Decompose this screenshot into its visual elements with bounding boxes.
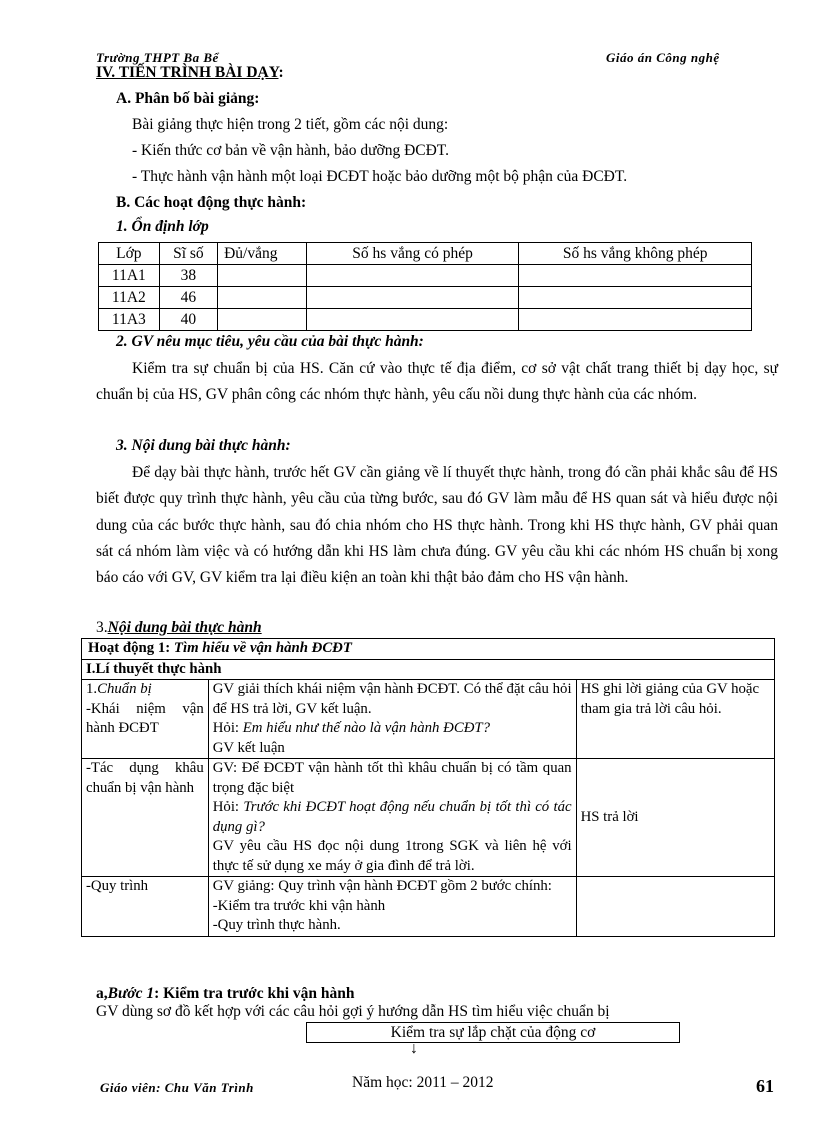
class-name: 11A1: [99, 265, 160, 287]
cell: [519, 287, 752, 309]
header-cell: Số hs vắng không phép: [519, 243, 752, 265]
table-row: [99, 287, 752, 309]
cell: [519, 309, 752, 331]
flow-box: Kiểm tra sự lắp chặt của động cơ: [306, 1022, 680, 1043]
part-a-line-2: - Kiến thức cơ bản về vận hành, bảo dưỡng ĐCĐT.: [132, 142, 449, 159]
down-arrow-icon: ↓: [410, 1040, 418, 1057]
class-table-header: [99, 243, 752, 265]
class-table: [98, 242, 752, 331]
cell: [218, 287, 307, 309]
section-iv-title: IV. TIẾN TRÌNH BÀI DẠY:: [96, 64, 284, 81]
row1-concept-cell: 1.Chuẩn bị -Khái niệm vận hành ĐCĐT: [82, 680, 209, 759]
table-row: [99, 265, 752, 287]
footer-year: Năm học: 2011 – 2012: [352, 1074, 494, 1091]
step2-title: 2. GV nêu mục tiêu, yêu cầu của bài thực hành:: [116, 333, 424, 350]
cell: [306, 287, 519, 309]
row1-student-cell: HS ghi lời giảng của GV hoặc tham gia trả lời câu hỏi.: [576, 680, 774, 759]
class-size: 46: [159, 287, 217, 309]
step3b-title: 3.Nội dung bài thực hành: [96, 619, 262, 636]
row3-teacher-cell: GV giảng: Quy trình vận hành ĐCĐT gồm 2 bước chính: -Kiểm tra trước khi vận hành -Quy trình thực hành.: [208, 877, 576, 937]
part-b-title: B. Các hoạt động thực hành:: [116, 194, 307, 211]
row3-student-cell: [576, 877, 774, 937]
activity-title-cell: Hoạt động 1: Tìm hiểu về vận hành ĐCĐT: [82, 639, 775, 660]
header-cell: Lớp: [99, 243, 160, 265]
part-a-line-1: Bài giảng thực hiện trong 2 tiết, gồm các nội dung:: [132, 116, 449, 133]
part-a-title: A. Phân bố bài giảng:: [116, 90, 260, 107]
header-cell: Sĩ số: [159, 243, 217, 265]
footer-teacher: Giáo viên: Chu Văn Trình: [100, 1080, 254, 1095]
row1-teacher-cell: GV giải thích khái niệm vận hành ĐCĐT. Có thể đặt câu hỏi để HS trả lời, GV kết luận. Hỏi: Em hiểu như thế nào là vận hành ĐCĐT? GV kết luận: [208, 680, 576, 759]
cell: [218, 265, 307, 287]
cell: [218, 309, 307, 331]
table-row: [82, 877, 775, 937]
table-row: [82, 759, 775, 877]
row3-concept-cell: -Quy trình: [82, 877, 209, 937]
activity-table: [81, 638, 775, 937]
step-a-title: a,Bước 1: Kiểm tra trước khi vận hành: [96, 985, 355, 1002]
part-a-line-3: - Thực hành vận hành một loại ĐCĐT hoặc bảo dưỡng một bộ phận của ĐCĐT.: [132, 168, 628, 185]
row2-student-cell: HS trả lời: [576, 759, 774, 877]
header-subject: Giáo án Công nghệ: [606, 50, 720, 65]
step3-title: 3. Nội dung bài thực hành:: [116, 437, 291, 454]
class-size: 38: [159, 265, 217, 287]
cell: [306, 309, 519, 331]
class-name: 11A3: [99, 309, 160, 331]
header-school: Trường THPT Ba Bể: [96, 50, 219, 65]
section-row: [82, 659, 775, 680]
activity-title-row: [82, 639, 775, 660]
section-cell: I.Lí thuyết thực hành: [82, 659, 775, 680]
step3-paragraph: Để dạy bài thực hành, trước hết GV cần giảng về lí thuyết thực hành, trong đó cần phải khắc sâu để HS biết được quy trình thực hành, yêu cầu của từng bước, sau đó GV làm mẫu để HS quan sát và hiểu được nội dung của các bước thực hành, sau đó chia nhóm cho HS thực hành. Trong khi HS thực hành, GV phải quan sát cá nhóm làm việc và có hướng dẫn khi HS làm chưa đúng. GV yêu cầu khi các nhóm HS chuẩn bị xong báo cáo với GV, GV kiểm tra lại điều kiện an toàn khi thật bảo đảm cho HS vận hành.: [96, 464, 778, 587]
table-row: [82, 680, 775, 759]
header-cell: Đủ/vắng: [218, 243, 307, 265]
row2-teacher-cell: GV: Để ĐCĐT vận hành tốt thì khâu chuẩn bị có tầm quan trọng đặc biệt Hỏi: Trước khi ĐCĐT hoạt động nếu chuẩn bị tốt thì có tác dụng gì? GV yêu cầu HS đọc nội dung 1trong SGK và liên hệ với thực tế sử dụng xe máy ở gia đình để trả lời.: [208, 759, 576, 877]
row2-concept-cell: -Tác dụng khâu chuẩn bị vận hành: [82, 759, 209, 877]
footer-page-number: 61: [756, 1076, 774, 1096]
class-size: 40: [159, 309, 217, 331]
step2-paragraph: Kiểm tra sự chuẩn bị của HS. Căn cứ vào thực tế địa điểm, cơ sở vật chất trang thiết bị dạy học, sự chuẩn bị của HS, GV phân công các nhóm thực hành, yêu cấu nồi dung thực hành của các nhóm.: [96, 360, 778, 404]
cell: [306, 265, 519, 287]
class-name: 11A2: [99, 287, 160, 309]
header-cell: Số hs vắng có phép: [306, 243, 519, 265]
step1-title: 1. Ổn định lớp: [116, 218, 209, 235]
table-row: [99, 309, 752, 331]
cell: [519, 265, 752, 287]
step-a-text: GV dùng sơ đồ kết hợp với các câu hỏi gợi ý hướng dẫn HS tìm hiểu việc chuẩn bị: [96, 1003, 610, 1020]
